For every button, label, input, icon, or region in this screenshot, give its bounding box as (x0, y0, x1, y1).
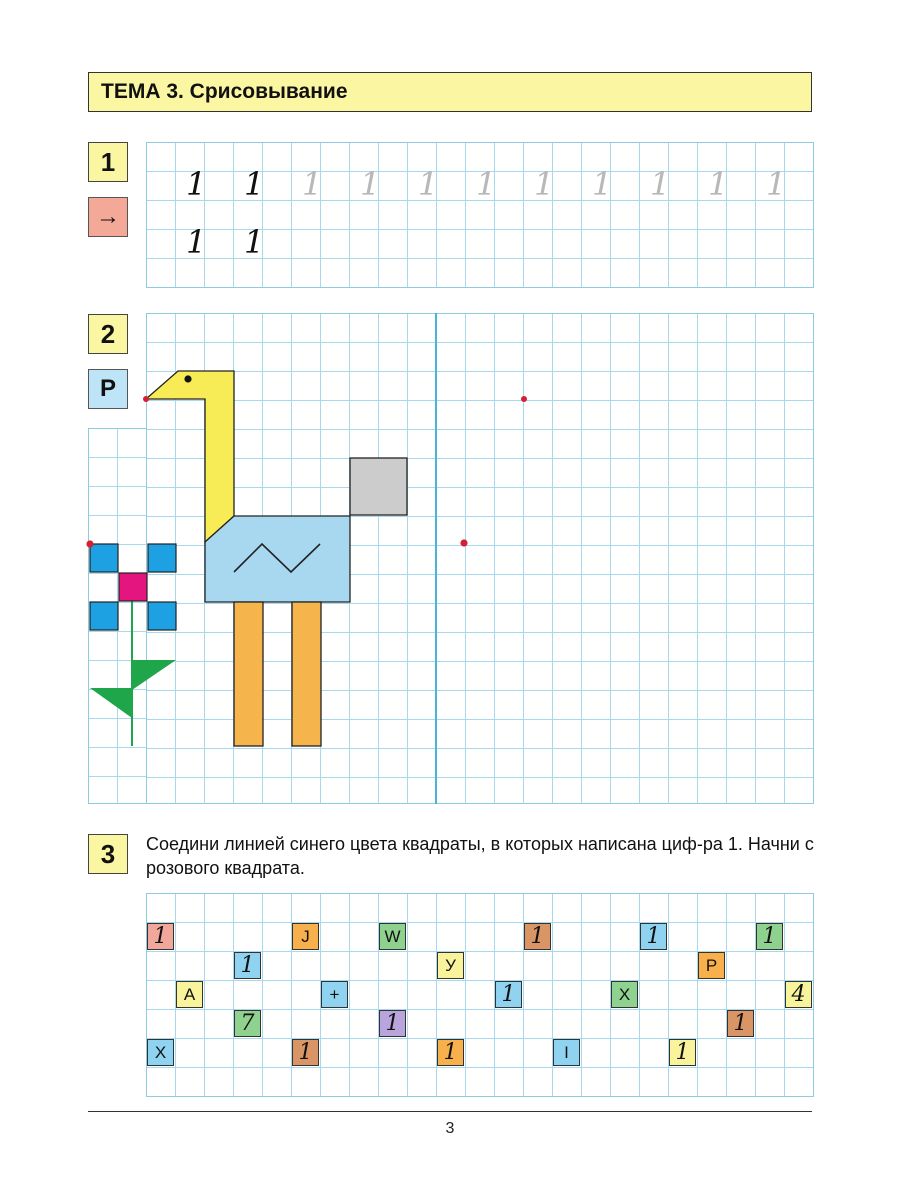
task-3-cell[interactable]: 1 (669, 1039, 696, 1066)
topic-title: ТЕМА 3. Срисовывание (101, 80, 348, 103)
task-3-number: 3 (88, 834, 128, 874)
goose-leg (292, 602, 321, 746)
task-3-cell[interactable]: X (147, 1039, 174, 1066)
flower-center (119, 573, 147, 601)
page-number: 3 (445, 1120, 455, 1137)
trace-digit[interactable]: 1 (360, 165, 381, 203)
arrow-right-icon: → (88, 197, 128, 237)
task-3-cell[interactable]: 1 (147, 923, 174, 950)
goose-tail (350, 458, 407, 515)
trace-digit[interactable]: 1 (302, 165, 323, 203)
task-3-cell[interactable]: 4 (785, 981, 812, 1008)
goose-leg (234, 602, 263, 746)
footer-divider (88, 1111, 812, 1112)
task-3-cell[interactable]: 7 (234, 1010, 261, 1037)
task-3-cell[interactable]: P (698, 952, 725, 979)
task-3-cell[interactable]: 1 (379, 1010, 406, 1037)
flower-petal (148, 544, 176, 572)
task-3-cell[interactable]: J (292, 923, 319, 950)
trace-digit[interactable]: 1 (592, 165, 613, 203)
task-3-cell[interactable]: 1 (640, 923, 667, 950)
flower-leaf (90, 688, 132, 718)
trace-digit[interactable]: 1 (418, 165, 439, 203)
sample-digit: 1 (244, 223, 265, 261)
task-3-cell[interactable]: W (379, 923, 406, 950)
flower-petal (90, 602, 118, 630)
flower-petal (90, 544, 118, 572)
goose-eye (184, 375, 191, 382)
task-3-cells (146, 893, 814, 1097)
trace-digit[interactable]: 1 (708, 165, 729, 203)
task-3-cell[interactable]: У (437, 952, 464, 979)
sample-digit: 1 (186, 165, 207, 203)
flower-petal (148, 602, 176, 630)
task-3-cell[interactable]: X (611, 981, 638, 1008)
sample-digit: 1 (244, 165, 265, 203)
task-3-cell[interactable]: 1 (234, 952, 261, 979)
task-3-cell[interactable]: 1 (292, 1039, 319, 1066)
trace-digit[interactable]: 1 (766, 165, 787, 203)
task-3-cell[interactable]: I (553, 1039, 580, 1066)
task-3-cell[interactable]: 1 (756, 923, 783, 950)
task-3-cell[interactable]: 1 (437, 1039, 464, 1066)
task-3-instruction: Соедини линией синего цвета квадраты, в которых написана циф-ра 1. Начни с розового квадрата. (146, 834, 814, 878)
flower-leaf (132, 660, 176, 690)
trace-digit[interactable]: 1 (650, 165, 671, 203)
reference-dot (143, 396, 149, 402)
task-1-number: 1 (88, 142, 128, 182)
sample-digit: 1 (186, 223, 207, 261)
task-3-cell[interactable]: 1 (495, 981, 522, 1008)
trace-digit[interactable]: 1 (534, 165, 555, 203)
task-2-letter-badge: P (88, 369, 128, 409)
task-2-number: 2 (88, 314, 128, 354)
goose-neck (146, 371, 234, 542)
task-3-cell[interactable]: A (176, 981, 203, 1008)
task-3-cell[interactable]: 1 (727, 1010, 754, 1037)
task-3-cell[interactable]: + (321, 981, 348, 1008)
task-3-cell[interactable]: 1 (524, 923, 551, 950)
reference-dot (86, 540, 93, 547)
start-dot (521, 396, 527, 402)
trace-digit[interactable]: 1 (476, 165, 497, 203)
start-dot (460, 539, 467, 546)
